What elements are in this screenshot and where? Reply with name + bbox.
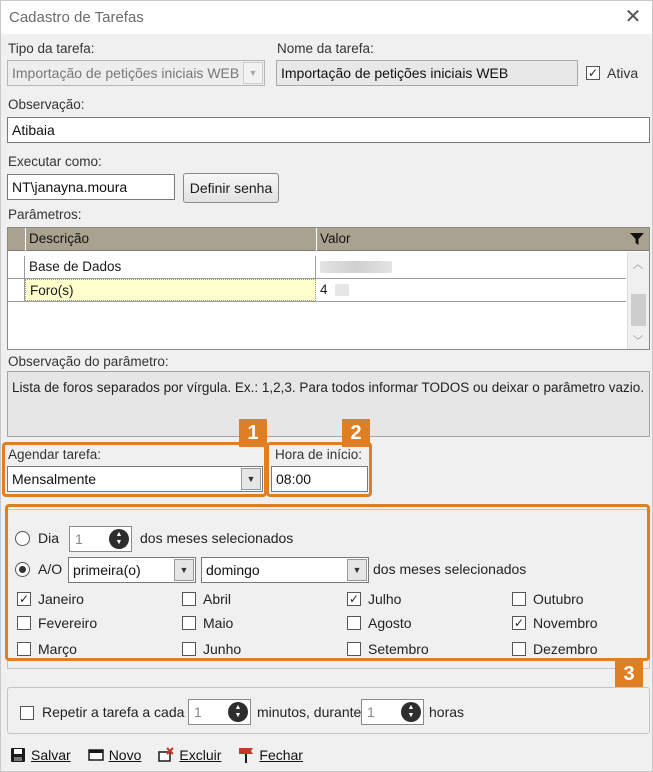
month-label: Dezembro <box>533 641 598 657</box>
spin-updown-icon[interactable]: ▲ ▼ <box>109 529 129 549</box>
check-icon: ✓ <box>587 66 599 80</box>
grid-scrollbar[interactable] <box>627 252 649 349</box>
footer-toolbar <box>9 746 303 764</box>
month-checkbox[interactable] <box>17 642 31 656</box>
month-checkbox[interactable] <box>182 592 196 606</box>
parametros-grid <box>7 227 650 350</box>
table-row[interactable] <box>8 279 626 302</box>
scroll-down-icon[interactable]: ﹀ <box>633 336 643 347</box>
month-label: Junho <box>203 641 242 657</box>
new-window-icon <box>87 746 105 764</box>
ao-ordinal-value: primeira(o) <box>73 562 141 578</box>
novo-button[interactable] <box>87 746 142 764</box>
dia-suffix: dos meses selecionados <box>140 530 294 546</box>
exit-sign-icon <box>237 746 255 764</box>
ao-suffix: dos meses selecionados <box>373 561 527 577</box>
spin-updown-icon[interactable]: ▲ ▼ <box>401 702 421 722</box>
nome-input[interactable]: Importação de petições iniciais WEB <box>276 60 578 86</box>
filter-icon[interactable] <box>628 230 646 248</box>
novo-label: Novo <box>108 747 142 763</box>
radio-dot <box>19 566 26 573</box>
month-checkbox[interactable] <box>512 616 526 630</box>
observacao-input[interactable]: Atibaia <box>7 117 650 143</box>
month-label: Agosto <box>368 615 412 631</box>
blurred-value <box>335 284 349 296</box>
repetir-checkbox[interactable] <box>20 706 34 720</box>
repetir-minutes-stepper[interactable] <box>188 699 251 725</box>
executar-input[interactable]: NT\janayna.moura <box>7 174 175 200</box>
month-label: Janeiro <box>38 591 84 607</box>
ativa-checkbox[interactable] <box>586 66 600 80</box>
tipo-select[interactable] <box>7 60 265 86</box>
month-label: Abril <box>203 591 232 607</box>
month-checkbox[interactable] <box>347 642 361 656</box>
delete-icon <box>157 746 175 764</box>
scroll-up-icon[interactable]: ︿ <box>633 260 643 271</box>
table-row[interactable] <box>8 256 626 279</box>
agendar-select[interactable] <box>7 466 263 492</box>
grid-header-sep <box>25 228 26 251</box>
obs-parametro-label: Observação do parâmetro: <box>8 354 169 369</box>
chevron-down-icon: ▼ <box>347 559 367 581</box>
row-indicator <box>8 256 25 278</box>
month-checkbox[interactable] <box>182 642 196 656</box>
month-label: Fevereiro <box>38 615 98 631</box>
chevron-down-icon: ▼ <box>174 559 194 581</box>
spin-updown-icon[interactable]: ▲ ▼ <box>228 702 248 722</box>
col-descricao[interactable]: Descrição <box>29 231 90 246</box>
month-checkbox[interactable] <box>347 592 361 606</box>
row-valor[interactable] <box>316 279 626 301</box>
ativa-label: Ativa <box>607 65 639 81</box>
dia-radio[interactable] <box>15 531 30 546</box>
ao-label: A/O <box>38 561 63 577</box>
month-label: Julho <box>368 591 402 607</box>
check-icon: ✓ <box>18 592 30 606</box>
executar-label: Executar como: <box>8 154 102 169</box>
badge-2: 2 <box>342 419 370 447</box>
row-descricao: Foro(s) <box>25 279 316 301</box>
excluir-button[interactable] <box>157 746 221 764</box>
ao-weekday-select[interactable] <box>201 557 369 583</box>
badge-3: 3 <box>615 660 643 688</box>
scroll-thumb[interactable] <box>631 294 646 326</box>
row-indicator <box>8 279 25 301</box>
grid-header-sep <box>316 228 317 251</box>
definir-senha-button[interactable]: Definir senha <box>183 173 279 203</box>
fechar-button[interactable] <box>237 746 303 764</box>
month-checkbox[interactable] <box>512 592 526 606</box>
salvar-label: Salvar <box>31 747 71 763</box>
row-valor <box>316 256 626 278</box>
check-icon: ✓ <box>348 592 360 606</box>
check-icon: ✓ <box>513 616 525 630</box>
tipo-label: Tipo da tarefa: <box>8 41 95 56</box>
col-valor[interactable]: Valor <box>320 231 351 246</box>
hora-input[interactable]: 08:00 <box>271 466 368 492</box>
dia-label: Dia <box>38 530 60 546</box>
floppy-disk-icon <box>9 746 27 764</box>
badge-1: 1 <box>239 419 267 447</box>
repetir-hours-stepper[interactable] <box>361 699 424 725</box>
excluir-label: Excluir <box>179 747 222 763</box>
parametros-label: Parâmetros: <box>8 207 82 222</box>
dia-value: 1 <box>75 531 83 547</box>
window-title: Cadastro de Tarefas <box>9 9 144 26</box>
close-icon[interactable]: ✕ <box>624 6 642 28</box>
month-label: Outubro <box>533 591 584 607</box>
salvar-button[interactable] <box>9 746 71 764</box>
month-label: Novembro <box>533 615 598 631</box>
obs-parametro-text: Lista de foros separados por vírgula. Ex.: 1,2,3. Para todos informar TODOS ou deixar o parâmetro vazio. <box>7 371 650 437</box>
tipo-value: Importação de petições iniciais WEB <box>12 65 240 81</box>
hora-label: Hora de início: <box>275 447 363 462</box>
agendar-value: Mensalmente <box>12 471 97 487</box>
chevron-down-icon: ▼ <box>243 62 263 84</box>
fechar-label: Fechar <box>259 747 303 763</box>
month-checkbox[interactable] <box>512 642 526 656</box>
title-bar <box>1 1 652 34</box>
month-label: Setembro <box>368 641 429 657</box>
dia-stepper[interactable] <box>69 526 132 552</box>
chevron-down-icon: ▼ <box>241 468 261 490</box>
ao-weekday-value: domingo <box>206 562 260 578</box>
month-checkbox[interactable] <box>17 616 31 630</box>
nome-label: Nome da tarefa: <box>277 41 374 56</box>
month-checkbox[interactable] <box>347 616 361 630</box>
blurred-value <box>320 261 392 273</box>
observacao-label: Observação: <box>8 97 85 112</box>
month-checkbox[interactable] <box>182 616 196 630</box>
hours-value: 1 <box>367 704 375 720</box>
month-checkbox[interactable] <box>17 592 31 606</box>
month-label: Março <box>38 641 77 657</box>
agendar-label: Agendar tarefa: <box>8 447 102 462</box>
repetir-label: Repetir a tarefa a cada <box>42 704 185 720</box>
month-label: Maio <box>203 615 234 631</box>
repetir-mid: minutos, durante <box>257 704 362 720</box>
ao-radio[interactable] <box>15 562 30 577</box>
repetir-suffix: horas <box>429 704 465 720</box>
grid-header <box>8 228 649 251</box>
ao-ordinal-select[interactable] <box>68 557 196 583</box>
row-valor-text: 4 <box>320 282 328 297</box>
minutes-value: 1 <box>194 704 202 720</box>
row-descricao: Base de Dados <box>25 256 316 278</box>
